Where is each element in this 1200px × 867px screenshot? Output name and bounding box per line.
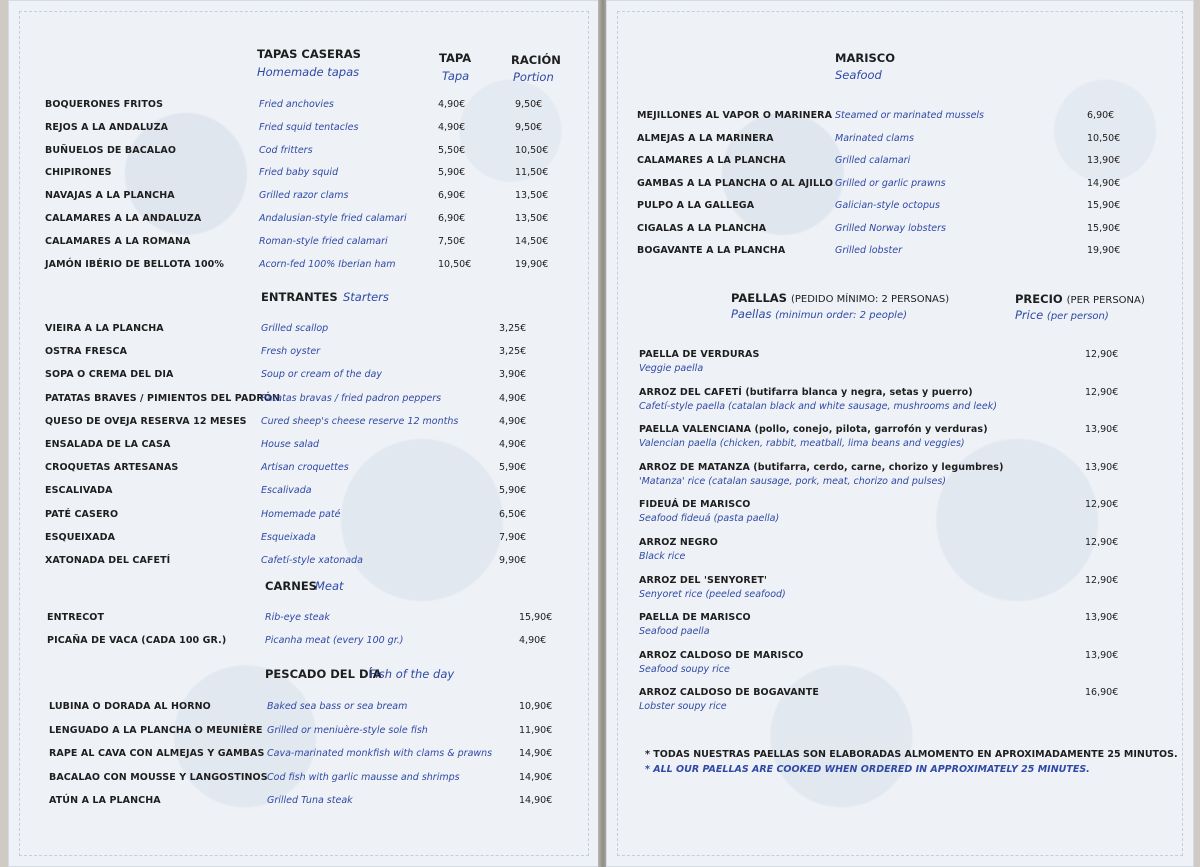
dish-name-en: Fried baby squid: [259, 167, 339, 179]
dish-name-es: QUESO DE OVEJA RESERVA 12 MESES: [45, 415, 247, 427]
dish-name-es: ARROZ DE MATANZA (butifarra, cerdo, carne, chorizo y legumbres): [639, 461, 1004, 473]
dish-price: 4,90€: [519, 635, 547, 646]
dish-name-en: Homemade paté: [261, 508, 341, 520]
dish-price: 10,50€: [1087, 132, 1121, 144]
precio-subtitle: Price (per person): [1015, 308, 1109, 322]
dish-name-en: Grilled Norway lobsters: [835, 222, 946, 234]
marisco-title: MARISCO: [835, 51, 895, 65]
racion-price: 9,50€: [515, 99, 543, 110]
tapa-price: 6,90€: [438, 190, 466, 202]
dish-name-en: Grilled lobster: [835, 245, 902, 256]
racion-price: 10,50€: [515, 144, 549, 156]
dish-name-es: JAMÓN IBÉRIO DE BELLOTA 100%: [45, 258, 224, 270]
dish-name-en: Grilled calamari: [835, 155, 911, 166]
dish-name-es: XATONADA DEL CAFETÍ: [45, 555, 171, 566]
dish-name-es: CHIPIRONES: [45, 167, 112, 179]
tapa-price: 6,90€: [438, 213, 466, 224]
tapa-column-subheader: Tapa: [442, 69, 470, 83]
dish-name-en: Marinated clams: [835, 132, 914, 144]
tapas-subtitle: Homemade tapas: [257, 65, 360, 79]
dish-price: 7,90€: [499, 531, 527, 543]
dish-name-es: PATATAS BRAVES / PIMIENTOS DEL PADRÓN: [45, 392, 281, 404]
racion-column-subheader: Portion: [513, 70, 554, 84]
paellas-subtitle: Paellas (minimun order: 2 people): [731, 307, 908, 321]
dish-name-en: Seafood fideuá (pasta paella): [639, 513, 780, 525]
racion-price: 11,50€: [515, 167, 549, 179]
racion-price: 19,90€: [515, 258, 549, 270]
dish-name-en: Cava-marinated monkfish with clams & prawns: [267, 748, 493, 759]
dish-name-es: ESQUEIXADA: [45, 531, 116, 543]
marisco-subtitle: Seafood: [835, 68, 882, 82]
dish-name-en: Grilled razor clams: [259, 190, 349, 202]
tapa-price: 4,90€: [438, 121, 466, 133]
tapa-column-header: TAPA: [439, 51, 472, 65]
dish-price: 16,90€: [1085, 687, 1119, 699]
tapa-price: 4,90€: [438, 99, 466, 110]
dish-name-es: ARROZ DEL CAFETÍ (butifarra blanca y negra, setas y puerro): [639, 386, 973, 398]
dish-name-en: Cod fritters: [259, 144, 313, 156]
dish-name-es: BACALAO CON MOUSSE Y LANGOSTINOS: [49, 771, 268, 783]
dish-name-en: Baked sea bass or sea bream: [267, 701, 408, 712]
dish-name-en: Acorn-fed 100% Iberian ham: [259, 258, 396, 270]
menu-page-left: [8, 0, 600, 867]
dish-name-en: Cafetí-style xatonada: [261, 555, 363, 566]
dish-name-en: Cafetí-style paella (catalan black and white sausage, mushrooms and leek): [639, 400, 997, 412]
pescado-subtitle: Fish of the day: [369, 667, 455, 681]
precio-title-note: (PER PERSONA): [1066, 295, 1145, 306]
dish-price: 19,90€: [1087, 245, 1121, 256]
carnes-title: CARNES: [265, 579, 317, 593]
dish-price: 10,90€: [519, 701, 553, 712]
dish-price: 13,90€: [1085, 461, 1119, 473]
dish-name-es: GAMBAS A LA PLANCHA O AL AJILLO: [637, 177, 834, 189]
entrantes-title: ENTRANTES: [261, 290, 338, 304]
tapa-price: 5,50€: [438, 144, 466, 156]
dish-name-en: Seafood soupy rice: [639, 663, 730, 675]
dish-name-es: PICAÑA DE VACA (CADA 100 GR.): [47, 635, 227, 646]
dish-name-en: Lobster soupy rice: [639, 701, 727, 713]
dish-price: 3,90€: [499, 369, 527, 381]
dish-name-es: PATÉ CASERO: [45, 508, 119, 520]
dish-name-es: PAELLA VALENCIANA (pollo, conejo, pilota, garrofón y verduras): [639, 424, 988, 436]
racion-price: 13,50€: [515, 213, 549, 224]
racion-price: 9,50€: [515, 121, 543, 133]
dish-name-en: Roman-style fried calamari: [259, 235, 388, 247]
dish-name-es: ARROZ CALDOSO DE BOGAVANTE: [639, 687, 819, 699]
dish-name-en: Veggie paella: [639, 363, 704, 374]
racion-price: 14,50€: [515, 235, 549, 247]
dish-name-es: VIEIRA A LA PLANCHA: [45, 323, 164, 334]
dish-price: 3,25€: [499, 323, 527, 334]
dish-name-en: Soup or cream of the day: [261, 369, 382, 381]
paellas-title: PAELLAS (PEDIDO MÍNIMO: 2 PERSONAS): [731, 291, 950, 305]
dish-name-en: Grilled or garlic prawns: [835, 177, 946, 189]
dish-name-es: LENGUADO A LA PLANCHA O MEUNIÈRE: [49, 724, 263, 736]
dish-name-es: ENTRECOT: [47, 612, 105, 623]
paellas-subtitle-note: (minimun order: 2 people): [775, 310, 908, 321]
dish-price: 5,90€: [499, 485, 527, 497]
dish-price: 12,90€: [1085, 537, 1119, 548]
dish-name-es: BUÑUELOS DE BACALAO: [45, 144, 177, 156]
dish-name-es: CIGALAS A LA PLANCHA: [637, 222, 767, 234]
dish-price: 5,90€: [499, 462, 527, 474]
dish-name-es: PAELLA DE VERDURAS: [639, 349, 760, 360]
dish-price: 13,90€: [1085, 649, 1119, 661]
dish-price: 9,90€: [499, 555, 527, 566]
racion-column-header: RACIÓN: [511, 53, 561, 67]
tapa-price: 5,90€: [438, 167, 466, 179]
dish-price: 11,90€: [519, 724, 553, 736]
dish-price: 15,90€: [1087, 200, 1121, 211]
dish-name-es: CROQUETAS ARTESANAS: [45, 462, 179, 474]
dish-price: 3,25€: [499, 346, 527, 358]
dish-price: 12,90€: [1085, 349, 1119, 360]
dish-name-es: BOGAVANTE A LA PLANCHA: [637, 245, 786, 256]
dish-name-es: OSTRA FRESCA: [45, 346, 128, 358]
tapas-title: TAPAS CASERAS: [257, 47, 361, 61]
dish-name-es: BOQUERONES FRITOS: [45, 99, 164, 110]
dish-name-en: Valencian paella (chicken, rabbit, meatball, lima beans and veggies): [639, 438, 965, 450]
dish-name-es: SOPA O CREMA DEL DIA: [45, 369, 174, 381]
dish-name-es: ENSALADA DE LA CASA: [45, 439, 171, 450]
dish-name-en: 'Matanza' rice (catalan sausage, pork, meat, chorizo and pulses): [639, 475, 946, 487]
dish-name-es: NAVAJAS A LA PLANCHA: [45, 190, 175, 202]
tapa-price: 10,50€: [438, 258, 472, 270]
precio-subtitle-note: (per person): [1046, 311, 1109, 322]
dish-name-es: ALMEJAS A LA MARINERA: [637, 132, 774, 144]
dish-name-en: Artisan croquettes: [261, 462, 349, 474]
dish-name-es: ESCALIVADA: [45, 485, 113, 497]
dish-price: 13,90€: [1085, 612, 1119, 624]
dish-price: 14,90€: [519, 795, 553, 806]
entrantes-subtitle: Starters: [343, 290, 389, 304]
dish-price: 14,90€: [519, 748, 553, 759]
dish-name-es: ARROZ NEGRO: [639, 537, 718, 548]
tapa-price: 7,50€: [438, 235, 466, 247]
dish-name-es: ARROZ CALDOSO DE MARISCO: [639, 649, 804, 661]
pescado-title: PESCADO DEL DÍA: [265, 667, 382, 681]
dish-name-es: ARROZ DEL 'SENYORET': [639, 574, 767, 586]
dish-name-en: Grilled scallop: [261, 323, 329, 334]
dish-name-es: MEJILLONES AL VAPOR O MARINERA: [637, 110, 833, 121]
dish-price: 12,90€: [1085, 386, 1119, 398]
paellas-note-es: * TODAS NUESTRAS PAELLAS SON ELABORADAS ALMOMENTO EN APROXIMADAMENTE 25 MINUTOS.: [645, 749, 1178, 760]
dish-name-es: RAPE AL CAVA CON ALMEJAS Y GAMBAS: [49, 748, 265, 759]
dish-name-es: LUBINA O DORADA AL HORNO: [49, 701, 211, 712]
dish-name-en: Patatas bravas / fried padron peppers: [261, 392, 442, 404]
dish-price: 13,90€: [1087, 155, 1121, 166]
menu-page-right: [606, 0, 1194, 867]
dish-price: 14,90€: [519, 771, 553, 783]
dish-name-es: ATÚN A LA PLANCHA: [49, 795, 161, 806]
dish-price: 4,90€: [499, 439, 527, 450]
dish-name-en: Escalivada: [261, 485, 312, 497]
dish-name-en: Fresh oyster: [261, 346, 321, 358]
dish-name-es: CALAMARES A LA PLANCHA: [637, 155, 786, 166]
dish-name-en: Grilled Tuna steak: [267, 795, 353, 806]
dish-name-en: Senyoret rice (peeled seafood): [639, 588, 786, 600]
dish-name-es: CALAMARES A LA ANDALUZA: [45, 213, 202, 224]
dish-price: 6,50€: [499, 508, 527, 520]
dish-price: 4,90€: [499, 392, 527, 404]
dish-price: 4,90€: [499, 415, 527, 427]
dish-price: 13,90€: [1085, 424, 1119, 436]
dish-name-en: Fried squid tentacles: [259, 121, 359, 133]
precio-title: PRECIO (PER PERSONA): [1015, 292, 1145, 306]
paellas-title-note: (PEDIDO MÍNIMO: 2 PERSONAS): [790, 294, 950, 305]
dish-name-en: Picanha meat (every 100 gr.): [265, 635, 404, 646]
dish-price: 15,90€: [1087, 222, 1121, 234]
dish-price: 14,90€: [1087, 177, 1121, 189]
dish-name-en: Grilled or meniuère-style sole fish: [267, 724, 428, 736]
dish-name-en: Galician-style octopus: [835, 200, 940, 211]
dish-price: 12,90€: [1085, 499, 1119, 511]
dish-name-en: Cured sheep's cheese reserve 12 months: [261, 415, 459, 427]
dish-price: 15,90€: [519, 612, 553, 623]
dish-name-es: CALAMARES A LA ROMANA: [45, 235, 191, 247]
dish-name-es: PAELLA DE MARISCO: [639, 612, 751, 624]
carnes-subtitle: Meat: [315, 579, 344, 593]
paellas-note-en: * ALL OUR PAELLAS ARE COOKED WHEN ORDERED IN APPROXIMATELY 25 MINUTES.: [645, 764, 1090, 775]
dish-name-es: REJOS A LA ANDALUZA: [45, 121, 169, 133]
dish-name-en: Esqueixada: [261, 531, 316, 543]
dish-name-en: Rib-eye steak: [265, 612, 330, 623]
dish-name-en: Seafood paella: [639, 626, 710, 638]
dish-price: 6,90€: [1087, 110, 1115, 121]
dish-name-en: Cod fish with garlic mausse and shrimps: [267, 771, 460, 783]
dish-name-en: Steamed or marinated mussels: [835, 110, 984, 121]
dish-name-es: PULPO A LA GALLEGA: [637, 200, 755, 211]
dish-name-en: Black rice: [639, 551, 686, 562]
dish-name-es: FIDEUÁ DE MARISCO: [639, 499, 751, 511]
racion-price: 13,50€: [515, 190, 549, 202]
dish-price: 12,90€: [1085, 574, 1119, 586]
dish-name-en: House salad: [261, 439, 320, 450]
dish-name-en: Fried anchovies: [259, 99, 334, 110]
dish-name-en: Andalusian-style fried calamari: [259, 213, 407, 224]
